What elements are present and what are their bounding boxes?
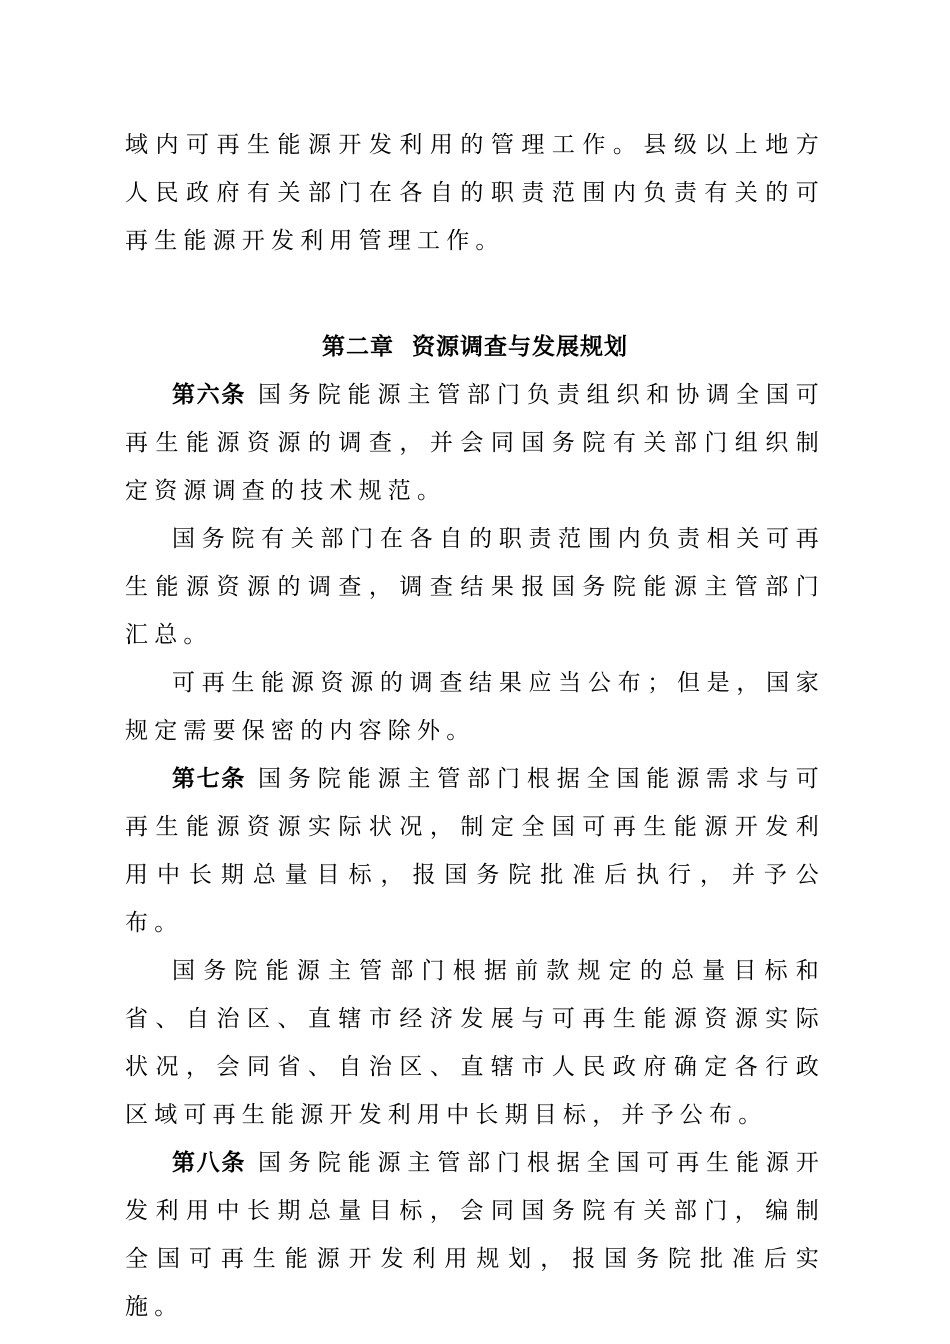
- paragraph-text: 国务院能源主管部门根据全国可再生能源开发利用中长期总量目标，会同国务院有关部门，编制全国可再生能源开发利用规划，报国务院批准后实施。: [125, 1150, 825, 1320]
- paragraph-text: 国务院能源主管部门负责组织和协调全国可再生能源资源的调查，并会同国务院有关部门组织制定资源调查的技术规范。: [125, 382, 825, 504]
- article-6-paragraph: [125, 371, 825, 515]
- article-label: 第七条: [172, 766, 247, 792]
- article-8-paragraph: [125, 1139, 825, 1331]
- paragraph-text: 国务院能源主管部门根据全国能源需求与可再生能源资源实际状况，制定全国可再生能源开发利用中长期总量目标，报国务院批准后执行，并予公布。: [125, 766, 825, 936]
- article-label: 第六条: [172, 382, 247, 408]
- chapter-title: 资源调查与发展规划: [412, 334, 628, 360]
- article-6-paragraph-2: [125, 515, 825, 659]
- paragraph-text: 国务院有关部门在各自的职责范围内负责相关可再生能源资源的调查，调查结果报国务院能源主管部门汇总。: [125, 526, 825, 648]
- continuation-paragraph: 域内可再生能源开发利用的管理工作。县级以上地方人民政府有关部门在各自的职责范围内负责有关的可再生能源开发利用管理工作。: [125, 132, 825, 254]
- chapter-heading: [125, 323, 825, 371]
- paragraph-text: 可再生能源资源的调查结果应当公布；但是，国家规定需要保密的内容除外。: [125, 670, 825, 744]
- paragraph-text: 国务院能源主管部门根据前款规定的总量目标和省、自治区、直辖市经济发展与可再生能源资源实际状况，会同省、自治区、直辖市人民政府确定各行政区域可再生能源开发利用中长期目标，并予公布。: [125, 958, 825, 1128]
- article-label: 第八条: [172, 1150, 247, 1176]
- article-7-paragraph: [125, 755, 825, 947]
- article-7-paragraph-2: [125, 947, 825, 1139]
- chapter-number: 第二章: [321, 334, 394, 360]
- article-6-paragraph-3: [125, 659, 825, 755]
- article-list: [125, 371, 825, 1331]
